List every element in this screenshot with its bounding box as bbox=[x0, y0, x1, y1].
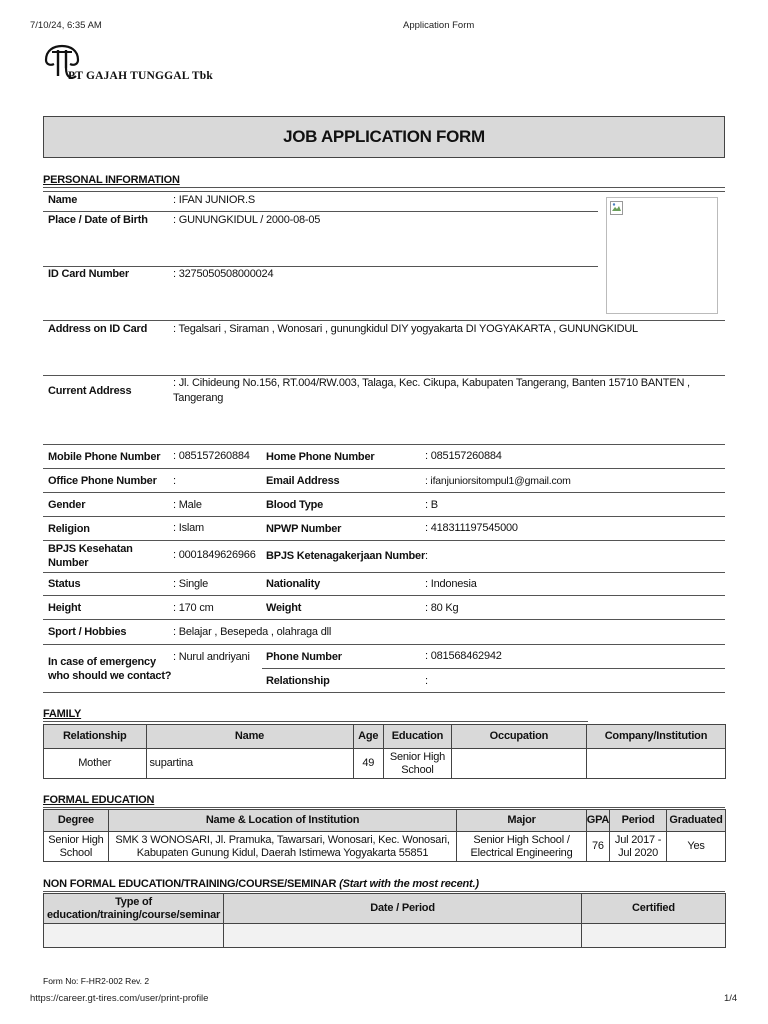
page-number: 1/4 bbox=[724, 993, 738, 1004]
blood-type-value: : B bbox=[425, 499, 438, 511]
family-age-cell: 49 bbox=[353, 749, 383, 779]
family-education-cell bbox=[383, 749, 451, 779]
edu-period-line2: Jul 2020 bbox=[618, 846, 659, 859]
edu-graduated-cell: Yes bbox=[667, 832, 726, 862]
nf-col-period: Date / Period bbox=[224, 894, 582, 924]
weight-value: : 80 Kg bbox=[425, 602, 459, 614]
bpjs-kesehatan-label-line1: BPJS Kesehatan bbox=[48, 543, 133, 555]
status-value: : Single bbox=[173, 578, 209, 590]
family-col-education: Education bbox=[383, 725, 451, 749]
edu-degree-cell bbox=[44, 832, 109, 862]
address-id-label: Address on ID Card bbox=[48, 323, 148, 335]
non-formal-table bbox=[43, 893, 726, 948]
edu-major-line2: Electrical Engineering bbox=[470, 846, 573, 859]
family-table bbox=[43, 724, 726, 779]
family-col-occupation: Occupation bbox=[451, 725, 586, 749]
nf-type-cell bbox=[44, 924, 224, 948]
bpjs-kesehatan-label-line2: Number bbox=[48, 557, 89, 569]
current-address-value-line1: : Jl. Cihideung No.156, RT.004/RW.003, Talaga, Kec. Cikupa, Kabupaten Tangerang, Banten 15710 BANTEN , bbox=[173, 377, 690, 389]
edu-col-period: Period bbox=[610, 810, 667, 832]
non-formal-heading bbox=[43, 878, 479, 890]
formal-education-table bbox=[43, 809, 726, 862]
bpjs-tk-label: BPJS Ketenagakerjaan Number bbox=[266, 550, 426, 562]
office-phone-value: : bbox=[173, 475, 176, 487]
email-value: : ifanjuniorsitompul1@gmail.com bbox=[425, 475, 571, 487]
form-title: JOB APPLICATION FORM bbox=[43, 116, 725, 158]
print-datetime: 7/10/24, 6:35 AM bbox=[30, 20, 102, 31]
table-row bbox=[44, 749, 726, 779]
address-id-value: : Tegalsari , Siraman , Wonosari , gunungkidul DIY yogyakarta DI YOGYAKARTA , GUNUNGKIDUL bbox=[173, 323, 638, 335]
non-formal-header-row bbox=[44, 894, 726, 924]
edu-col-gpa: GPA bbox=[586, 810, 609, 832]
edu-col-institution: Name & Location of Institution bbox=[108, 810, 457, 832]
gender-value: : Male bbox=[173, 499, 202, 511]
applicant-photo bbox=[606, 197, 718, 314]
family-occupation-cell bbox=[451, 749, 586, 779]
table-row bbox=[44, 832, 726, 862]
religion-label: Religion bbox=[48, 523, 90, 535]
nationality-value: : Indonesia bbox=[425, 578, 477, 590]
edu-period-line1: Jul 2017 - bbox=[614, 833, 662, 846]
edu-institution-cell bbox=[108, 832, 457, 862]
nf-col-type-line2: education/training/course/seminar bbox=[47, 908, 221, 921]
family-name-cell: supartina bbox=[146, 749, 353, 779]
edu-gpa-cell: 76 bbox=[586, 832, 609, 862]
emergency-contact-value: : Nurul andriyani bbox=[173, 651, 250, 663]
broken-image-icon bbox=[610, 201, 624, 215]
status-label: Status bbox=[48, 578, 81, 590]
mobile-value: : 085157260884 bbox=[173, 450, 250, 462]
name-value: : IFAN JUNIOR.S bbox=[173, 194, 255, 206]
non-formal-heading-text: NON FORMAL EDUCATION/TRAINING/COURSE/SEMINAR bbox=[43, 878, 337, 890]
current-address-label: Current Address bbox=[48, 385, 132, 397]
npwp-value: : 418311197545000 bbox=[425, 522, 518, 534]
personal-info-heading: PERSONAL INFORMATION bbox=[43, 174, 180, 186]
edu-col-degree: Degree bbox=[44, 810, 109, 832]
family-header-row bbox=[44, 725, 726, 749]
nf-col-certified: Certified bbox=[581, 894, 725, 924]
edu-major-line1: Senior High School / bbox=[473, 833, 570, 846]
family-relationship-cell: Mother bbox=[44, 749, 147, 779]
family-heading: FAMILY bbox=[43, 708, 82, 720]
family-education-line2: School bbox=[401, 763, 434, 776]
nf-certified-cell bbox=[581, 924, 725, 948]
current-address-value-line2: Tangerang bbox=[173, 392, 224, 404]
edu-col-graduated: Graduated bbox=[667, 810, 726, 832]
emergency-phone-value: : 081568462942 bbox=[425, 650, 502, 662]
id-card-value: : 3275050508000024 bbox=[173, 268, 274, 280]
sport-label: Sport / Hobbies bbox=[48, 626, 127, 638]
edu-institution-line1: SMK 3 WONOSARI, Jl. Pramuka, Tawarsari, Wonosari, Kec. Wonosari, bbox=[115, 833, 450, 846]
company-name: PT GAJAH TUNGGAL Tbk bbox=[68, 70, 213, 82]
edu-period-cell bbox=[610, 832, 667, 862]
family-education-line1: Senior High bbox=[389, 750, 446, 763]
education-header-row bbox=[44, 810, 726, 832]
nf-period-cell bbox=[224, 924, 582, 948]
id-card-label: ID Card Number bbox=[48, 268, 129, 280]
family-company-cell bbox=[586, 749, 725, 779]
formal-education-heading: FORMAL EDUCATION bbox=[43, 794, 155, 806]
blood-type-label: Blood Type bbox=[266, 499, 324, 511]
non-formal-heading-note: (Start with the most recent.) bbox=[339, 878, 479, 890]
edu-major-cell bbox=[457, 832, 586, 862]
company-logo bbox=[42, 44, 212, 88]
height-label: Height bbox=[48, 602, 82, 614]
print-url: https://career.gt-tires.com/user/print-profile bbox=[30, 993, 209, 1004]
home-phone-value: : 085157260884 bbox=[425, 450, 502, 462]
home-phone-label: Home Phone Number bbox=[266, 451, 375, 463]
sport-value: : Belajar , Besepeda , olahraga dll bbox=[173, 626, 332, 638]
pob-label: Place / Date of Birth bbox=[48, 214, 148, 226]
weight-label: Weight bbox=[266, 602, 302, 614]
table-row bbox=[44, 924, 726, 948]
edu-degree-line1: Senior High bbox=[48, 833, 104, 846]
family-col-company: Company/Institution bbox=[586, 725, 725, 749]
edu-col-major: Major bbox=[457, 810, 586, 832]
emergency-relationship-value: : bbox=[425, 675, 428, 687]
name-label: Name bbox=[48, 194, 78, 206]
emergency-phone-label: Phone Number bbox=[266, 651, 342, 663]
email-label: Email Address bbox=[266, 475, 340, 487]
edu-institution-line2: Kabupaten Gunung Kidul, Daerah Istimewa Yogyakarta 55851 bbox=[136, 846, 429, 859]
family-col-name: Name bbox=[146, 725, 353, 749]
print-doc-title: Application Form bbox=[403, 20, 475, 31]
edu-degree-line2: School bbox=[59, 846, 93, 859]
height-value: : 170 cm bbox=[173, 602, 214, 614]
gender-label: Gender bbox=[48, 499, 86, 511]
emergency-relationship-label: Relationship bbox=[266, 675, 330, 687]
form-number: Form No: F-HR2-002 Rev. 2 bbox=[43, 976, 150, 986]
nationality-label: Nationality bbox=[266, 578, 321, 590]
nf-col-type bbox=[44, 894, 224, 924]
bpjs-tk-value: : bbox=[425, 550, 428, 562]
pob-value: : GUNUNGKIDUL / 2000-08-05 bbox=[173, 214, 321, 226]
npwp-label: NPWP Number bbox=[266, 523, 342, 535]
bpjs-kesehatan-value: : 0001849626966 bbox=[173, 549, 256, 561]
nf-col-type-line1: Type of bbox=[115, 895, 153, 908]
office-phone-label: Office Phone Number bbox=[48, 475, 157, 487]
emergency-label-line2: who should we contact? bbox=[48, 670, 172, 682]
emergency-label-line1: In case of emergency bbox=[48, 656, 156, 668]
family-col-relationship: Relationship bbox=[44, 725, 147, 749]
mobile-label: Mobile Phone Number bbox=[48, 451, 161, 463]
family-col-age: Age bbox=[353, 725, 383, 749]
religion-value: : Islam bbox=[173, 522, 204, 534]
